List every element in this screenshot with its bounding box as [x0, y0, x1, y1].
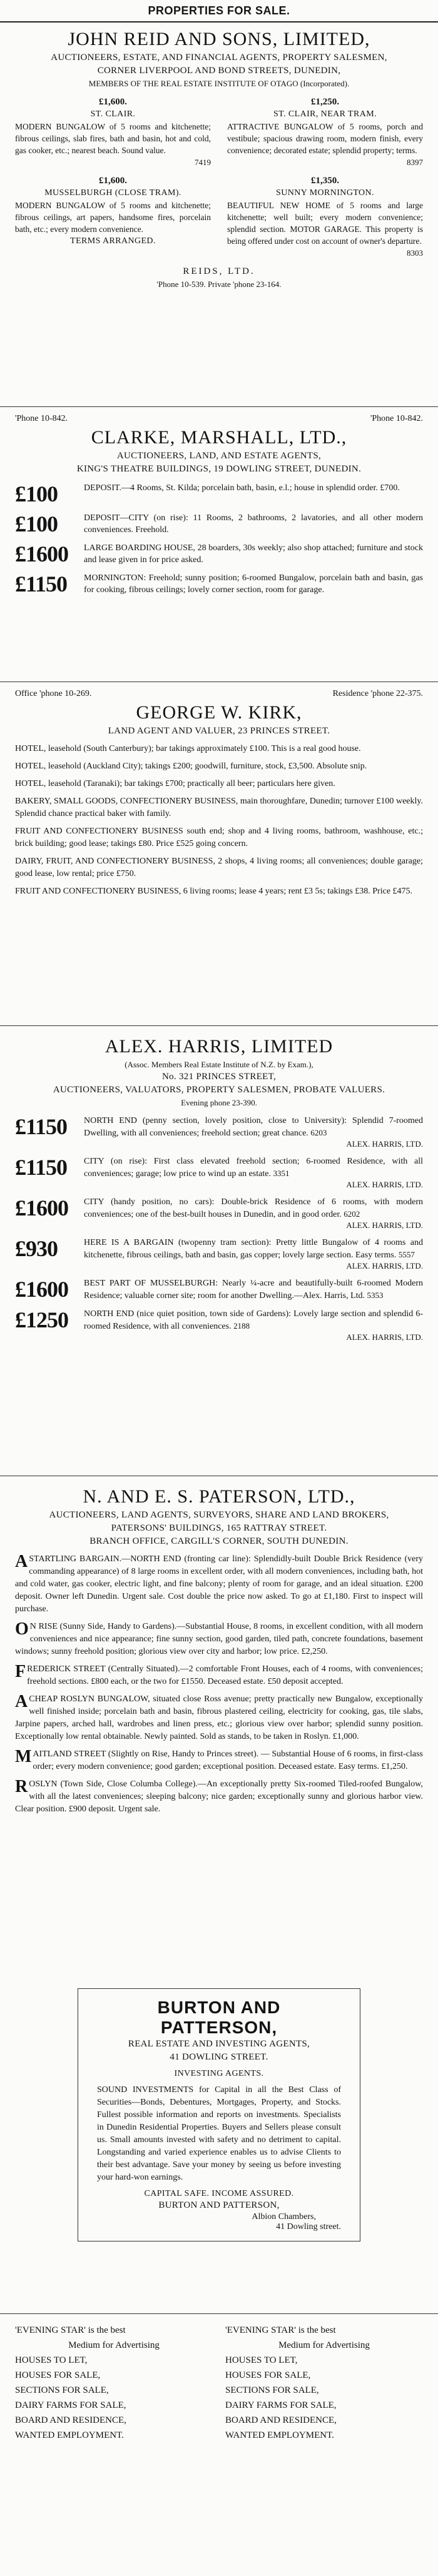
paterson-item [15, 1748, 423, 1773]
item-text: NORTH END (nice quiet position, town side of Gardens): Lovely large section and splendid 6-roomed Residence, with all conveniences. [84, 1309, 423, 1331]
reid-line1: AUCTIONEERS, ESTATE, AND FINANCIAL AGENTS, PROPERTY SALESMEN, [51, 53, 387, 63]
ad-text: ATTRACTIVE BUNGALOW of 5 rooms, porch and vestibule; spacious drawing room, modern finish, every convenience; decorated estate; splendid property; terms. [227, 122, 423, 155]
clarke-item [15, 512, 423, 536]
item-text: CITY (handy position, no cars): Double-brick Residence of 6 rooms, with modern conveniences; one of the best-built houses in Dunedin, and in good order. [84, 1197, 423, 1219]
item-text: AITLAND STREET (Slightly on Rise, Handy to Princes street). — Substantial House of 6 rooms, in first-class order; every modern convenience; good garden; exceptional position. Deceased estate. Easy terms. £1,250. [33, 1749, 423, 1771]
ad-evening-star [0, 2313, 438, 2443]
ad-price: £1,350. [311, 176, 339, 186]
harris-item [15, 1277, 423, 1302]
paterson-line2: PATERSONS' BUILDINGS, 165 RATTRAY STREET. [111, 1523, 327, 1533]
item-price: £1150 [15, 571, 68, 596]
kirk-item: FRUIT AND CONFECTIONERY BUSINESS, 6 living rooms; lease 4 years; rent £3 5s; takings £38. Price £475. [15, 887, 413, 896]
item-price: £1150 [15, 1155, 68, 1180]
item-text: NORTH END (penny section, lovely position, close to University): Splendid 7-roomed Dwelling, with all conveniences; freehold section; great chance. [84, 1116, 423, 1138]
clarke-phone-right: 'Phone 10-842. [370, 414, 423, 423]
es-line: WANTED EMPLOYMENT. [15, 2430, 124, 2440]
burton-title: BURTON AND PATTERSON, [157, 1998, 281, 2037]
drop-cap: A [15, 1693, 28, 1711]
reid-ad [227, 172, 423, 259]
es-line: HOUSES FOR SALE, [15, 2370, 101, 2380]
harris-title: ALEX. HARRIS, LIMITED [104, 1036, 334, 1057]
item-ref: 5557 [398, 1250, 415, 1259]
ad-price: £1,600. [99, 97, 127, 107]
es-line: HOUSES TO LET, [225, 2355, 298, 2365]
item-signature: ALEX. HARRIS, LTD. [346, 1139, 423, 1149]
ad-ref: TERMS ARRANGED. [70, 236, 156, 246]
es-line: HOUSES FOR SALE, [225, 2370, 311, 2380]
kirk-office-phone: Office 'phone 10-269. [15, 689, 92, 698]
drop-cap: F [15, 1663, 26, 1681]
reid-ad [15, 93, 211, 168]
es-line: SECTIONS FOR SALE, [15, 2385, 109, 2395]
reid-row-2 [15, 172, 423, 259]
item-price: £100 [15, 511, 58, 536]
burton-signature: BURTON AND PATTERSON, [158, 2200, 280, 2210]
reid-line3: MEMBERS OF THE REAL ESTATE INSTITUTE OF OTAGO (Incorporated). [88, 79, 350, 88]
es-line: Medium for Advertising [68, 2340, 160, 2350]
item-price: £1600 [15, 1195, 68, 1220]
ad-clarke-marshall [0, 406, 438, 596]
item-text: LARGE BOARDING HOUSE, 28 boarders, 30s weekly; also shop attached; furniture and stock and lease given in for price asked. [84, 543, 423, 565]
burton-heading: INVESTING AGENTS. [174, 2069, 264, 2078]
burton-signature-3: 41 Dowling street. [276, 2222, 341, 2231]
kirk-item: FRUIT AND CONFECTIONERY BUSINESS south end; shop and 4 living rooms, bathroom, washhouse, etc.; brick building; good lease; takings £80. Price £525 going concern. [15, 827, 423, 848]
reid-line2: CORNER LIVERPOOL AND BOND STREETS, DUNEDIN, [97, 66, 341, 76]
item-signature: ALEX. HARRIS, LTD. [346, 1261, 423, 1270]
ad-burton-patterson [0, 1988, 438, 2241]
item-ref: 2188 [233, 1321, 250, 1331]
ad-place: ST. CLAIR. [90, 109, 136, 119]
ad-john-reid [0, 28, 438, 290]
ad-george-kirk [0, 682, 438, 898]
item-text: CHEAP ROSLYN BUNGALOW, situated close Ross avenue; pretty practically new Bungalow, exceptionally well finished inside; porcelain bath and basin, fibrous plastered ceiling, electricity for cooking, gas, tile slabs, Jarpine papers, arched hall, wardrobes and linen press, etc.; glorious view over harbor; splendid sunny position. Exceptionally low rental obtainable. Newly painted. Sold as stands, to be taken in Roslyn. £1,000. [15, 1694, 423, 1741]
kirk-phones [15, 687, 423, 701]
es-line: Medium for Advertising [278, 2340, 370, 2350]
item-price: £1600 [15, 541, 68, 566]
es-line: HOUSES TO LET, [15, 2355, 88, 2365]
ad-text: MODERN BUNGALOW of 5 rooms and kitchenette; fibrous ceilings, slab fires, bath and basin, hot and cold, gas cooker, etc.; nearest beach. Sound value. [15, 122, 211, 155]
harris-item [15, 1308, 423, 1332]
clarke-phones [15, 412, 423, 426]
paterson-line1: AUCTIONEERS, LAND AGENTS, SURVEYORS, SHARE AND LAND BROKERS, [49, 1510, 389, 1520]
harris-item [15, 1155, 423, 1180]
kirk-item: HOTEL, leasehold (Auckland City); takings £200; goodwill, furniture, stock, £3,500. Absolute snip. [15, 762, 367, 771]
ad-place: ST. CLAIR, NEAR TRAM. [273, 109, 377, 119]
item-text: HERE IS A BARGAIN (twopenny tram section): Pretty little Bungalow of 4 rooms and kitchenette, fibrous ceilings, bath and basin, gas copper; lovely large section. Easy terms. [84, 1238, 423, 1260]
ad-alex-harris [0, 1025, 438, 1342]
burton-capital-line: CAPITAL SAFE. INCOME ASSURED. [144, 2189, 294, 2198]
item-ref: 6202 [344, 1209, 360, 1219]
kirk-item: DAIRY, FRUIT, AND CONFECTIONERY BUSINESS, 2 shops, 4 living rooms; all conveniences; double garage; good lease, low rental; price £750. [15, 857, 423, 878]
clarke-item [15, 542, 423, 566]
item-ref: 5353 [367, 1291, 384, 1300]
kirk-title: GEORGE W. KIRK, [136, 702, 302, 723]
paterson-item [15, 1778, 423, 1816]
paterson-item [15, 1663, 423, 1688]
ad-ref: 7419 [195, 158, 211, 167]
burton-box [78, 1988, 360, 2241]
es-line: BOARD AND RESIDENCE, [225, 2415, 337, 2425]
item-text: N RISE (Sunny Side, Handy to Gardens).—Substantial House, 8 rooms, in excellent condition, with all modern conveniences and nice appearance; fine sunny section, good garden, tiled path, concrete foundations, basement windows; sunny freehold position; glorious view over city and harbor; low price. £2,250. [15, 1622, 423, 1656]
drop-cap: A [15, 1553, 28, 1571]
kirk-item: HOTEL, leasehold (Taranaki); bar takings £700; practically all beer; particulars here given. [15, 779, 335, 788]
clarke-line1: AUCTIONEERS, LAND, AND ESTATE AGENTS, [116, 451, 322, 461]
reid-phone: 'Phone 10-539. Private 'phone 23-164. [156, 279, 282, 289]
es-line: WANTED EMPLOYMENT. [225, 2430, 334, 2440]
item-ref: 3351 [273, 1169, 290, 1178]
clarke-line2: KING'S THEATRE BUILDINGS, 19 DOWLING STREET, DUNEDIN. [76, 464, 362, 474]
harris-line3: AUCTIONEERS, VALUATORS, PROPERTY SALESMEN, PROBATE VALUERS. [53, 1085, 385, 1095]
burton-line2: 41 DOWLING STREET. [170, 2052, 268, 2062]
paterson-line3: BRANCH OFFICE, CARGILL'S CORNER, SOUTH DUNEDIN. [89, 1536, 349, 1546]
ad-paterson [0, 1476, 438, 1816]
evening-star-row [15, 2323, 423, 2443]
es-line: DAIRY FARMS FOR SALE, [225, 2400, 337, 2410]
burton-signature-2: Albion Chambers, [252, 2212, 316, 2221]
reid-ad [227, 93, 423, 168]
clarke-title: CLARKE, MARSHALL, LTD., [91, 427, 347, 448]
es-line: SECTIONS FOR SALE, [225, 2385, 319, 2395]
item-text: BEST PART OF MUSSELBURGH: Nearly ¼-acre and beautifully-built 6-roomed Modern Residence; valuable corner site; room for another Dwelling.—Alex. Harris, Ltd. [84, 1279, 423, 1301]
ad-text: BEAUTIFUL NEW HOME of 5 rooms and large kitchenette; well built; every modern convenience; splendid section. MOTOR GARAGE. This property is being offered under cost on account of owner's departure. [227, 201, 423, 246]
item-price: £1150 [15, 1114, 68, 1139]
evening-star-right [225, 2323, 423, 2443]
clarke-phone-left: 'Phone 10-842. [15, 414, 68, 423]
clarke-item [15, 482, 423, 506]
burton-text: SOUND INVESTMENTS for Capital in all the Best Class of Securities—Bonds, Debentures, Mortgages, Property, and Stocks. Fullest possible information and reports on investments. Specialists in Dunedin Residential Properties. Buyers and Sellers please consult us. Small amounts invested with safety and no detriment to capital. Longstanding and varied experience enables us to advise Clients to their best advantage. Save your money by seeing us before investing your hard-won earnings. [97, 2085, 341, 2182]
es-line: DAIRY FARMS FOR SALE, [15, 2400, 126, 2410]
drop-cap: M [15, 1748, 32, 1766]
item-text: DEPOSIT.—4 Rooms, St. Kilda; porcelain bath, basin, e.l.; house in splendid order. £700. [84, 483, 400, 493]
item-text: DEPOSIT—CITY (on rise): 11 Rooms, 2 bathrooms, 2 lavatories, and all other modern conveniences. Freehold. [84, 513, 423, 535]
item-signature: ALEX. HARRIS, LTD. [346, 1220, 423, 1230]
reid-footer: REIDS, LTD. [183, 266, 255, 276]
ad-place: SUNNY MORNINGTON. [276, 188, 374, 198]
item-text: OSLYN (Town Side, Close Columba College).—An exceptionally pretty Six-roomed Tiled-roofed Bungalow, with all the latest conveniences; sleeping balcony; nice garden; exceptionally sunny and glorious harbor view. Clear position. £900 deposit. Urgent sale. [15, 1779, 423, 1814]
item-text: MORNINGTON: Freehold; sunny position; 6-roomed Bungalow, porcelain bath and basin, gas for cooking, fibrous ceilings; lovely corner section, room for garage. [84, 573, 423, 595]
paterson-item [15, 1621, 423, 1658]
es-line: BOARD AND RESIDENCE, [15, 2415, 126, 2425]
ad-price: £1,600. [99, 176, 127, 186]
ad-price: £1,250. [311, 97, 339, 107]
harris-item [15, 1237, 423, 1261]
kirk-item: HOTEL, leasehold (South Canterbury); bar takings approximately £100. This is a real good house. [15, 744, 361, 753]
harris-line4: Evening phone 23-390. [181, 1098, 257, 1107]
page-header: PROPERTIES FOR SALE. [0, 0, 438, 23]
drop-cap: R [15, 1778, 28, 1796]
clarke-item [15, 572, 423, 596]
ad-place: MUSSELBURGH (CLOSE TRAM). [44, 188, 181, 198]
kirk-item: BAKERY, SMALL GOODS, CONFECTIONERY BUSINESS, main thoroughfare, Dunedin; turnover £100 weekly. Splendid chance practical baker with family. [15, 797, 423, 818]
ad-text: MODERN BUNGALOW of 5 rooms and kitchenette; fibrous ceilings, art papers, handsome fires, porcelain bath, etc.; every modern convenience. [15, 201, 211, 234]
evening-star-left [15, 2323, 213, 2443]
reid-row-1 [15, 93, 423, 168]
paterson-title: N. AND E. S. PATERSON, LTD., [83, 1486, 355, 1507]
harris-item [15, 1196, 423, 1220]
reid-title: JOHN REID AND SONS, LIMITED, [68, 29, 370, 49]
kirk-residence-phone: Residence 'phone 22-375. [332, 689, 423, 698]
item-text: REDERICK STREET (Centrally Situated).—2 comfortable Front Houses, each of 4 rooms, with conveniences; freehold sections. £800 each, or the two for £1550. Deceased estate. £50 deposit accepted. [27, 1664, 423, 1686]
item-price: £930 [15, 1236, 58, 1261]
item-signature: ALEX. HARRIS, LTD. [346, 1332, 423, 1342]
harris-item [15, 1115, 423, 1139]
es-line: 'EVENING STAR' is the best [15, 2325, 126, 2335]
item-price: £1600 [15, 1277, 68, 1302]
kirk-line1: LAND AGENT AND VALUER, 23 PRINCES STREET. [108, 726, 330, 736]
item-price: £100 [15, 481, 58, 506]
reid-ad [15, 172, 211, 259]
harris-line2: No. 321 PRINCES STREET, [161, 1072, 277, 1082]
drop-cap: O [15, 1621, 29, 1639]
harris-line1: (Assoc. Members Real Estate Institute of N.Z. by Exam.), [125, 1060, 313, 1069]
es-line: 'EVENING STAR' is the best [225, 2325, 336, 2335]
item-text: CITY (on rise): First class elevated freehold section; 6-roomed Residence, with all conveniences; garage; low price to wind up an estate. [84, 1157, 423, 1179]
item-text: STARTLING BARGAIN.—NORTH END (fronting car line): Splendidly-built Double Brick Residence (very commanding appearance) of 8 large rooms in excellent order, with all modern conveniences, including bath, hot and cold water, gas cooker, electric light, and fine balcony; plenty of room for garage, and an ideal situation. £200 deposit. Owner left Dunedin. Urgent sale. Cost double the price now asked. To go at £1,180. First to inspect will purchase. [15, 1554, 423, 1614]
item-ref: 6203 [310, 1128, 327, 1137]
item-price: £1250 [15, 1307, 68, 1332]
item-signature: ALEX. HARRIS, LTD. [346, 1180, 423, 1189]
ad-ref: 8303 [407, 248, 423, 258]
paterson-item [15, 1553, 423, 1616]
ad-ref: 8397 [407, 158, 423, 167]
paterson-item [15, 1693, 423, 1743]
burton-line1: REAL ESTATE AND INVESTING AGENTS, [128, 2039, 310, 2049]
